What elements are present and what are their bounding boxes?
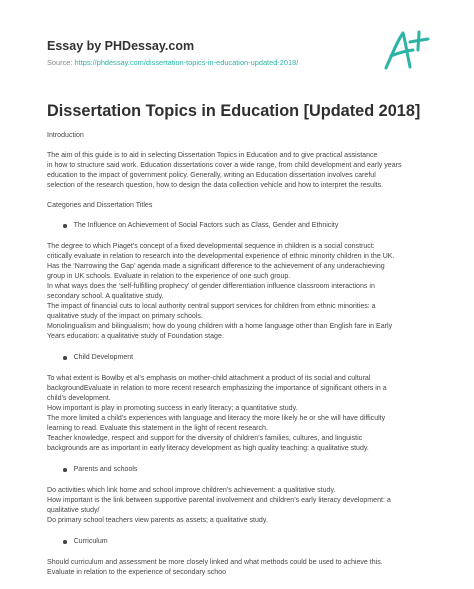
section-paragraph (47, 558, 439, 578)
text-line: Evaluate in relation to the experience of secondary schoo (47, 569, 227, 576)
section-paragraph (47, 486, 439, 526)
a-plus-logo-icon (380, 28, 430, 74)
intro-heading: Introduction (47, 132, 84, 139)
bullet-icon (63, 468, 67, 472)
list-item (63, 537, 439, 547)
text-line: secondary school. A qualitative study. (47, 293, 164, 300)
text-line: Do activities which link home and school improve children’s achievement: a qualitative study. (47, 487, 336, 494)
text-line: qualitative study of the impact on primary schools. (47, 313, 203, 320)
brand-title: Essay by PHDessay.com (47, 39, 195, 53)
bullet-icon (63, 540, 67, 544)
text-line: How important is the link between supportive parental involvement and children’s early literacy development: a (47, 497, 391, 504)
text-line: qualitative study/ (47, 507, 100, 514)
text-line: education to the impact of government policy. Generally, writing an Education dissertation involves careful (47, 172, 376, 179)
text-line: Has the ‘Narrowing the Gap’ agenda made a significant difference to the achievement of any underachieving (47, 263, 385, 270)
section-paragraph (47, 374, 439, 454)
text-line: Monolingualism and bilingualism; how do young children with a home language other than English fare in Early (47, 323, 393, 330)
bullet-text: Parents and schools (73, 466, 138, 473)
text-line: child’s development. (47, 395, 111, 402)
text-line: To what extent is Bowlby et al’s emphasis on mother-child attachment a product of its social and cultural (47, 375, 371, 382)
bullet-icon (63, 224, 67, 228)
text-line: The degree to which Piaget’s concept of a fixed developmental sequence in children is a social construct: (47, 243, 375, 250)
text-line: Should curriculum and assessment be more closely linked and what methods could be used to achieve this. (47, 559, 383, 566)
section-paragraph (47, 242, 439, 342)
list-item (63, 465, 439, 475)
text-line: The aim of this guide is to aid in selecting Dissertation Topics in Education and to give practical assistance (47, 152, 378, 159)
text-line: The more limited a child’s experiences with language and literacy the more likely he or she will have difficulty (47, 415, 386, 422)
source-label: Source: (47, 58, 75, 67)
bullet-text: The Influence on Achievement of Social Factors such as Class, Gender and Ethnicity (73, 222, 339, 229)
intro-paragraph (47, 151, 439, 191)
bullet-text: Curriculum (73, 538, 108, 545)
text-line: group in UK schools. Evaluate in relation to the experience of one such group. (47, 273, 291, 280)
bullet-icon (63, 356, 67, 360)
source-link[interactable]: https://phdessay.com/dissertation-topics-in-education-updated-2018/ (74, 58, 299, 67)
text-line: in how to structure said work. Education dissertations cover a wide range, from child development and early years (47, 162, 402, 169)
text-line: critically evaluate in relation to research into the developmental experience of ethnic minority children in the UK. (47, 253, 395, 260)
text-line: learning to read. Evaluate this statement in the light of recent research. (47, 425, 268, 432)
text-line: How important is play in promoting success in early literacy; a quantitative study. (47, 405, 298, 412)
text-line: backgrounds are as important in early literacy development as high quality teaching: a qualitative study. (47, 445, 369, 452)
list-item (63, 353, 439, 363)
bullet-text: Child Development (73, 354, 134, 361)
text-line: The impact of financial cuts to local authority central support services for children from ethnic minorities: a (47, 303, 376, 310)
text-line: Teacher knowledge, respect and support for the diversity of children’s families, cultures, and linguistic (47, 435, 363, 442)
categories-heading: Categories and Dissertation Titles (47, 202, 153, 209)
text-line: Years education: a qualitative study of Foundation stage. (47, 333, 224, 340)
list-item (63, 221, 439, 231)
text-line: In what ways does the ‘self-fulfilling prophecy’ of gender differentiation influence classroom interactions in (47, 283, 375, 290)
text-line: backgroundEvaluate in relation to more recent research emphasizing the importance of significant others in a (47, 385, 387, 392)
text-line: Do primary school teachers view parents as assets; a qualitative study. (47, 517, 268, 524)
document-title: Dissertation Topics in Education [Updated 2018] (47, 102, 421, 120)
text-line: selection of the research question, how to design the data collection vehicle and how to interpret the results. (47, 182, 384, 189)
document-body (47, 131, 439, 578)
source-line (47, 58, 298, 67)
